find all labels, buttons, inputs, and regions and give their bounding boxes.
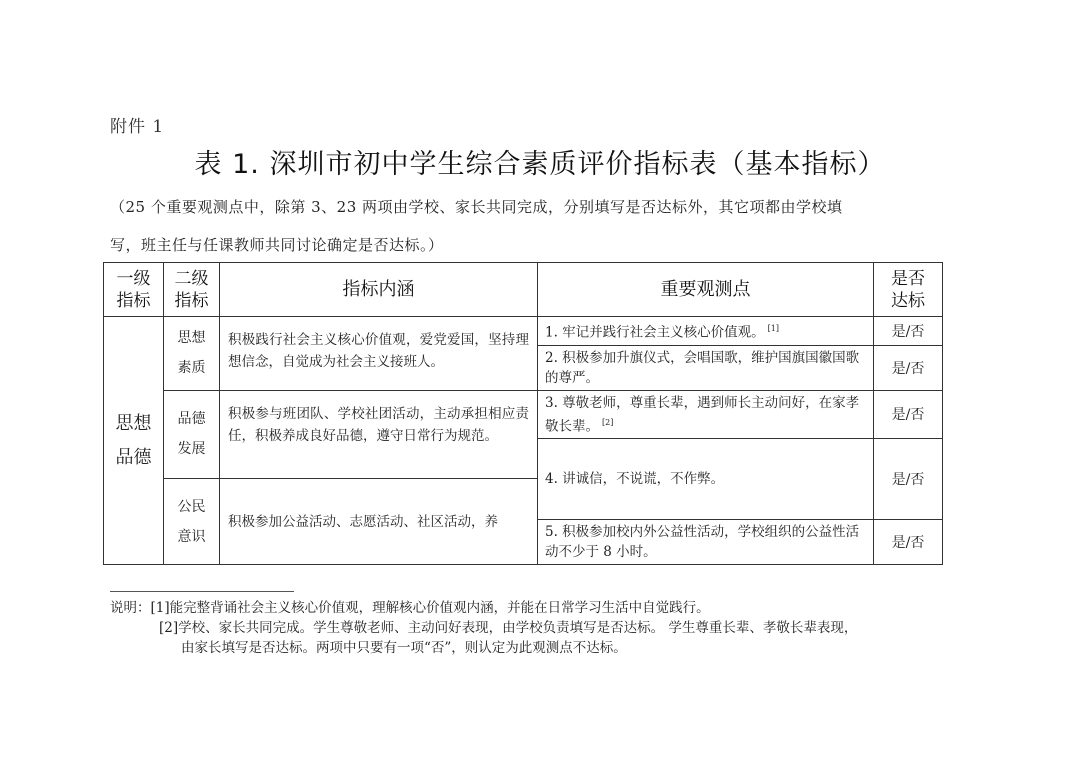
level2-cell-sixiang: 思想 素质 bbox=[164, 317, 220, 391]
header-observation: 重要观测点 bbox=[538, 263, 874, 317]
table-row bbox=[104, 390, 943, 434]
footnote-divider bbox=[110, 591, 294, 592]
status-cell: 是/否 bbox=[874, 390, 943, 439]
footnote-ref: [2] bbox=[602, 417, 614, 427]
header-standard: 是否 达标 bbox=[874, 263, 943, 317]
observation-point-2: 2. 积极参加升旗仪式，会唱国歌，维护国旗国徽国歌的尊严。 bbox=[538, 345, 874, 390]
footnotes bbox=[110, 598, 857, 658]
level2-cell-gongmin: 公民 意识 bbox=[164, 479, 220, 565]
footnote-2: [2]学校、家长共同完成。学生尊敬老师、主动问好表现，由学校负责填写是否达标。 学生尊重长辈、孝敬长辈表现， bbox=[159, 620, 858, 636]
table-row bbox=[104, 317, 943, 346]
observation-point-1: 1. 牢记并践行社会主义核心价值观。 [1] bbox=[538, 317, 874, 346]
header-level1: 一级 指标 bbox=[104, 263, 164, 317]
intro-line-1: （25 个重要观测点中，除第 3、23 两项由学校、家长共同完成，分别填写是否达标外，其它项都由学校填 bbox=[110, 198, 843, 216]
indicator-table bbox=[103, 262, 943, 565]
header-connotation: 指标内涵 bbox=[220, 263, 538, 317]
header-level2: 二级 指标 bbox=[164, 263, 220, 317]
footnote-ref: [1] bbox=[767, 324, 780, 333]
level2-cell-pinde: 品德 发展 bbox=[164, 390, 220, 479]
intro-line-2: 写，班主任与任课教师共同讨论确定是否达标。） bbox=[110, 236, 444, 254]
status-cell: 是/否 bbox=[874, 439, 943, 520]
observation-point-3: 3. 尊敬老师，尊重长辈，遇到师长主动问好，在家孝敬长辈。 [2] bbox=[538, 390, 874, 439]
footnote-1: 说明：[1]能完整背诵社会主义核心价值观，理解核心价值观内涵，并能在日常学习生活中自觉践行。 bbox=[110, 600, 710, 616]
connotation-cell: 积极践行社会主义核心价值观，爱党爱国，坚持理想信念，自觉成为社会主义接班人。 bbox=[220, 317, 538, 391]
footnote-2-continued: 由家长填写是否达标。两项中只要有一项“否”，则认定为此观测点不达标。 bbox=[181, 640, 627, 656]
connotation-cell: 积极参与班团队、学校社团活动，主动承担相应责任，积极养成良好品德，遵守日常行为规范。 bbox=[220, 390, 538, 479]
status-cell: 是/否 bbox=[874, 345, 943, 390]
intro-text bbox=[110, 188, 960, 264]
status-cell: 是/否 bbox=[874, 317, 943, 346]
level1-cell: 思想 品德 bbox=[104, 317, 164, 565]
observation-point-4: 4. 讲诚信，不说谎，不作弊。 bbox=[538, 439, 874, 520]
page-title: 表 1. 深圳市初中学生综合素质评价指标表（基本指标） bbox=[194, 149, 886, 180]
connotation-cell: 积极参加公益活动、志愿活动、社区活动，养 bbox=[220, 479, 538, 565]
status-cell: 是/否 bbox=[874, 520, 943, 565]
attachment-label: 附件 1 bbox=[110, 117, 165, 137]
observation-point-5: 5. 积极参加校内外公益性活动，学校组织的公益性活动不少于 8 小时。 bbox=[538, 520, 874, 565]
table-header-row bbox=[104, 263, 943, 317]
